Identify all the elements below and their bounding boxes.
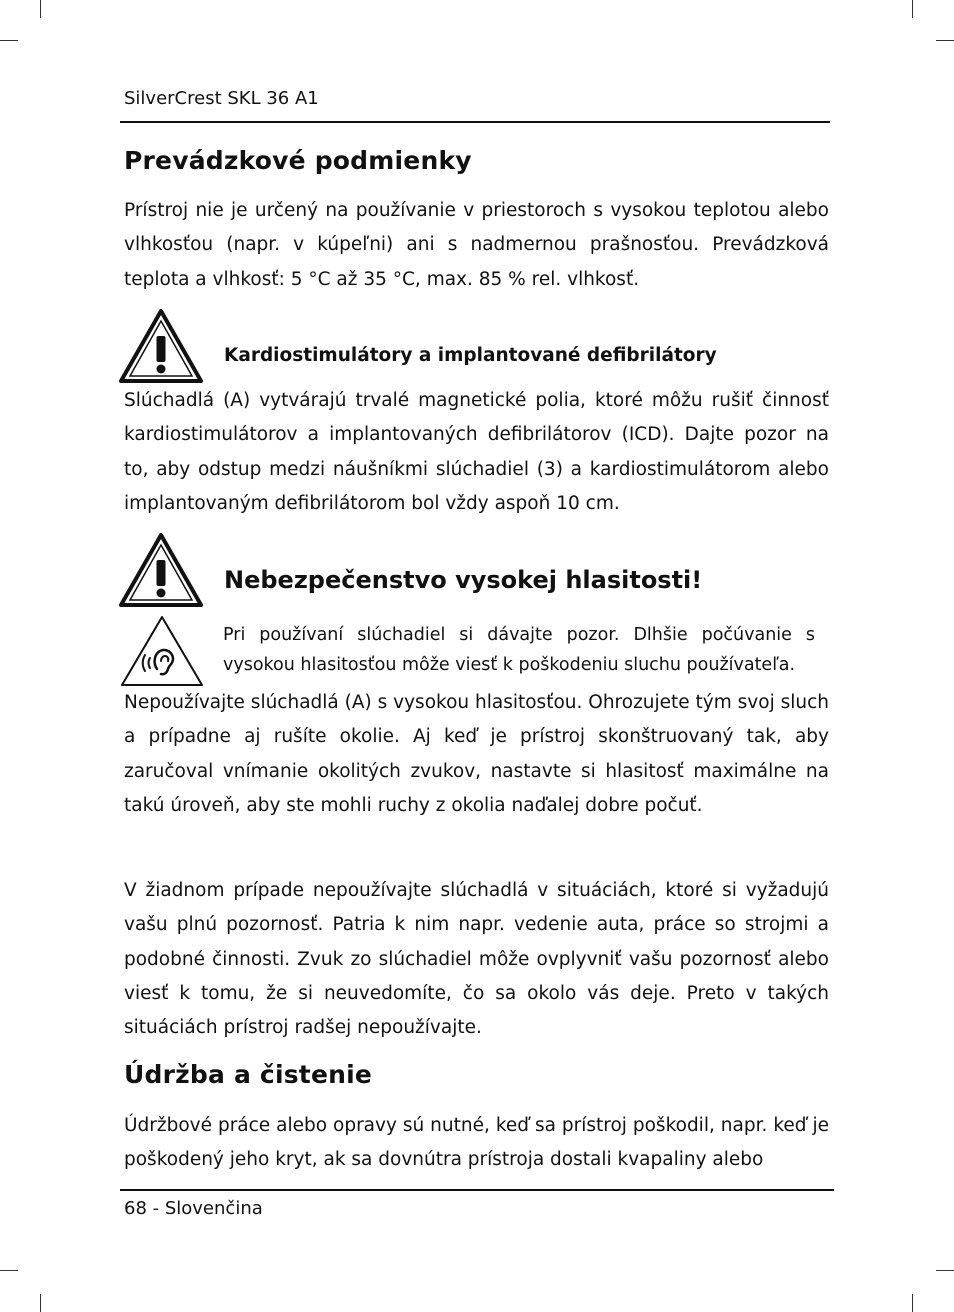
pacemaker-heading: Kardiostimulátory a implantované defibrilátory <box>224 345 717 366</box>
warning-triangle-icon <box>118 532 204 608</box>
section-heading-maintenance: Údržba a čistenie <box>124 1060 373 1089</box>
crop-mark <box>912 1294 913 1312</box>
volume-intro: Pri používaní slúchadiel si dávajte pozor. Dlhšie počúvanie s vysokou hlasitosťou môže viesť k poškodeniu sluchu používateľa. <box>223 625 815 675</box>
section-heading-operating: Prevádzkové podmienky <box>124 146 472 175</box>
crop-mark <box>40 0 41 18</box>
crop-mark <box>936 1270 954 1271</box>
crop-mark <box>0 40 18 41</box>
crop-mark <box>0 1270 18 1271</box>
warning-triangle-icon <box>118 308 204 384</box>
running-header: SilverCrest SKL 36 A1 <box>124 88 319 109</box>
volume-paragraph-2: V žiadnom prípade nepoužívajte slúchadlá v situáciách, ktoré si vyžadujú vašu plnú pozornosť. Patria k nim napr. vedenie auta, práce so strojmi a podobné činnosti. Zvuk zo slúchadiel môže ovplyvniť vašu pozornosť alebo viesť k tomu, že si neuvedomíte, čo sa okolo vás deje. Preto v takých situáciách prístroj radšej nepoužívajte. <box>124 880 829 1039</box>
maintenance-paragraph: Údržbové práce alebo opravy sú nutné, keď sa prístroj poškodil, napr. keď je poškodený jeho kryt, ak sa dovnútra prístroja dostali kvapaliny alebo <box>124 1115 829 1171</box>
volume-heading: Nebezpečenstvo vysokej hlasitosti! <box>224 566 703 594</box>
hearing-damage-icon <box>119 614 205 688</box>
crop-mark <box>40 1294 41 1312</box>
crop-mark <box>912 0 913 18</box>
header-rule <box>120 121 830 123</box>
operating-paragraph: Prístroj nie je určený na používanie v priestoroch s vysokou teplotou alebo vlhkosťou (napr. v kúpeľni) ani s nadmernou prašnosťou. Prevádzková teplota a vlhkosť: 5 °C až 35 °C, max. 85 % rel. vlhkosť. <box>124 200 829 290</box>
footer-rule <box>120 1189 834 1191</box>
page-footer: 68 - Slovenčina <box>124 1198 263 1219</box>
crop-mark <box>936 40 954 41</box>
volume-paragraph-1: Nepoužívajte slúchadlá (A) s vysokou hlasitosťou. Ohrozujete tým svoj sluch a prípadne aj rušíte okolie. Aj keď je prístroj skonštruovaný tak, aby zaručoval vnímanie okolitých zvukov, nastavte si hlasitosť maximálne na takú úroveň, aby ste mohli ruchy z okolia naďalej dobre počuť. <box>124 692 829 816</box>
pacemaker-paragraph: Slúchadlá (A) vytvárajú trvalé magnetické polia, ktoré môžu rušiť činnosť kardiostimulátorov a implantovaných defibrilátorov (ICD). Dajte pozor na to, aby odstup medzi náušníkmi slúchadiel (3) a kardiostimulátorom alebo implantovaným defibrilátorom bol vždy aspoň 10 cm. <box>124 390 829 514</box>
